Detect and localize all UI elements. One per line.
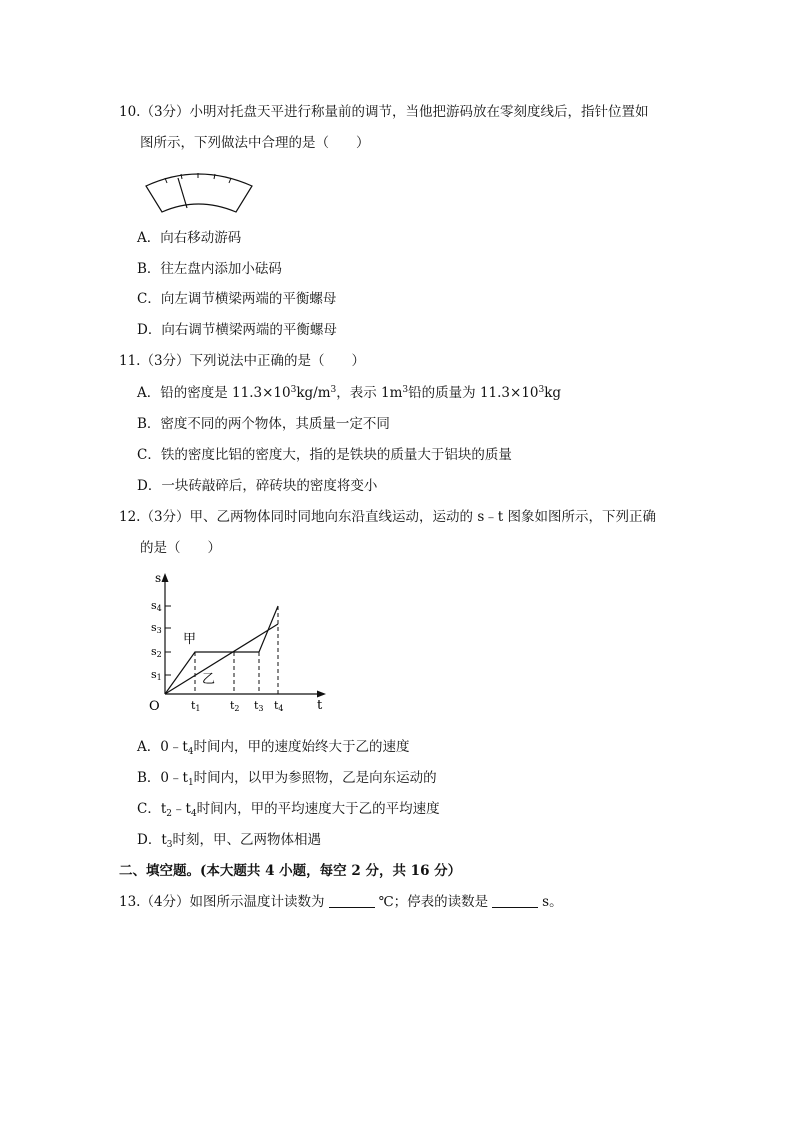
- s-axis-arrow: [162, 573, 169, 582]
- q10-option-c: C．向左调节横梁两端的平衡螺母: [137, 291, 337, 307]
- series-yi-label: 乙: [202, 672, 216, 687]
- t1-tick-label: t1: [191, 699, 201, 713]
- section-heading-fill-in: 二、填空题。(本大题共 4 小题，每空 2 分，共 16 分）: [119, 863, 462, 879]
- q11-option-d: D．一块砖敲碎后，碎砖块的密度将变小: [137, 478, 378, 494]
- t-axis-arrow: [317, 691, 326, 698]
- q10-stem-line1: 10.（3分）小明对托盘天平进行称量前的调节，当他把游码放在零刻度线后，指针位置如: [119, 104, 649, 120]
- balance-scale-dial-figure: [140, 170, 260, 220]
- q10-option-b: B．往左盘内添加小砝码: [137, 261, 282, 277]
- q12-stem-line1: 12.（3分）甲、乙两物体同时同地向东沿直线运动，运动的 s﹣t 图象如图所示，下列正确: [119, 509, 656, 525]
- t2-tick-label: t2: [230, 699, 240, 713]
- s4-tick-label: s4: [151, 599, 162, 613]
- q12-stem-line2: 的是（ ）: [140, 540, 221, 556]
- q11-stem: 11.（3分）下列说法中正确的是（ ）: [119, 353, 366, 369]
- t3-tick-label: t3: [254, 699, 264, 713]
- s2-tick-label: s2: [151, 645, 162, 659]
- q13-stem: 13.（4分）如图所示温度计读数为 ℃；停表的读数是 s。: [119, 894, 563, 910]
- s-t-graph: [140, 568, 340, 718]
- s-axis-label: s: [155, 571, 162, 585]
- q12-option-c: C．$t_2﹣t_4$时间内，甲的平均速度大于乙的平均速度: [137, 801, 440, 819]
- s1-tick-label: s1: [151, 668, 162, 682]
- series-jia-label: 甲: [183, 632, 197, 647]
- q12-option-d: D．$t_3$时刻，甲、乙两物体相遇: [137, 832, 321, 850]
- q10-stem-line2: 图所示，下列做法中合理的是（ ）: [140, 135, 370, 151]
- origin-label: O: [149, 699, 160, 714]
- q10-option-a: A．向右移动游码: [137, 230, 242, 246]
- q11-option-a: A．铅的密度是 $11.3\times 10^3kg/m^3$，表示 $1m^3$铅的质量为 $11.3\times 10^3kg$: [137, 385, 562, 401]
- series-jia-line: [165, 606, 278, 694]
- q10-option-d: D．向右调节横梁两端的平衡螺母: [137, 322, 337, 338]
- q13-blank-temperature: [329, 895, 375, 908]
- q11-option-b: B．密度不同的两个物体，其质量一定不同: [137, 416, 390, 432]
- t-axis-label: t: [317, 698, 323, 713]
- q12-option-b: B．$0﹣t_1$时间内，以甲为参照物，乙是向东运动的: [137, 770, 437, 788]
- q12-option-a: A．$0﹣t_4$时间内，甲的速度始终大于乙的速度: [137, 739, 410, 757]
- t4-tick-label: t4: [274, 699, 284, 713]
- s3-tick-label: s3: [151, 621, 162, 635]
- q13-blank-stopwatch: [492, 895, 538, 908]
- q11-option-c: C．铁的密度比铝的密度大，指的是铁块的质量大于铝块的质量: [137, 447, 512, 463]
- series-yi-line: [165, 624, 278, 694]
